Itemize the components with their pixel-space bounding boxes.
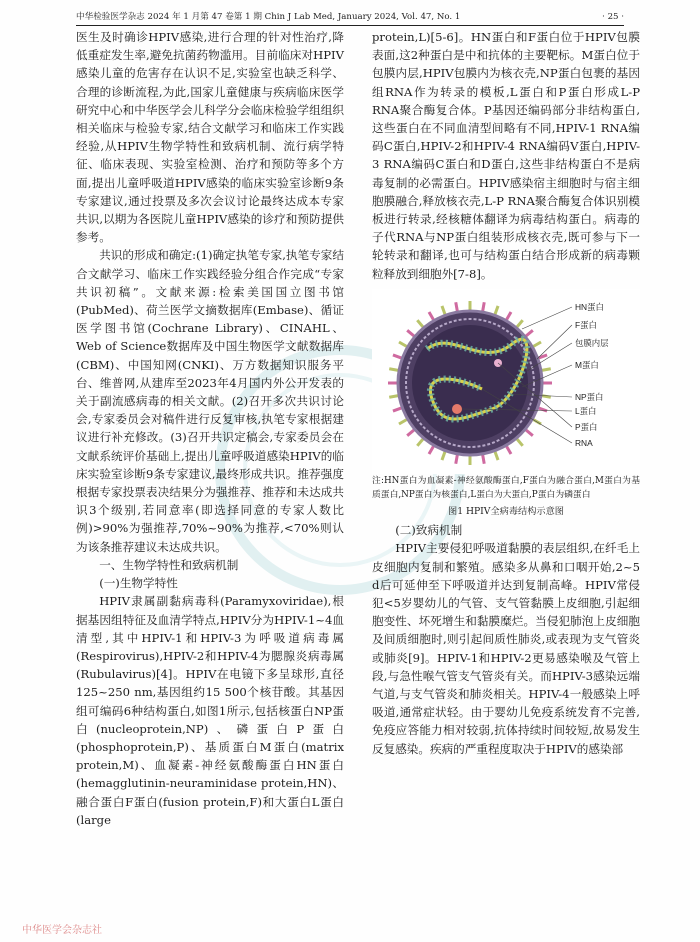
figure-virus-structure [372,289,640,474]
figure-label: P蛋白 [575,421,598,432]
running-header [76,8,624,26]
figure-label: RNA [575,437,593,448]
page-number: · 25 · [602,12,624,22]
figure-label: HN蛋白 [575,301,604,312]
paragraph-pathogenesis: HPIV主要侵犯呼吸道黏膜的表层组织,在纤毛上皮细胞内复制和繁殖。感染多从鼻和口咽开始,2~5 d后可延伸至下呼吸道并达到复制高峰。HPIV常侵犯<5岁婴幼儿的气管、支气管黏膜上皮细胞,引起细胞变性、坏死增生和黏膜糜烂。当侵犯肺泡上皮细胞及间质细胞时,则引起间质性肺炎,或表现为支气管炎或肺炎[9]。HPIV-1和HPIV-2更易感染喉及气管上段,与急性喉气管支气管炎有关。而HPIV-3感染远端气道,与支气管炎和肺炎相关。HPIV-4一般感染上呼吸道,通常症状轻。由于婴幼儿免疫系统发育不完善,免疫应答能力相对较弱,抗体持续时间较短,故易发生反复感染。疾病的严重程度取决于HPIV的感染部 [372,541,640,756]
paragraph-intro: 医生及时确诊HPIV感染,进行合理的针对性治疗,降低重症发生率,避免抗菌药物滥用。目前临床对HPIV感染儿童的危害存在认识不足,实验室也缺乏科学、合理的诊断流程,为此,国家儿童健康与疾病临床医学研究中心和中华医学会儿科学分会临床检验学组组织相关临床与检验专家,结合文献学习和临床工作实践经验,从HPIV生物学特性和致病机制、流行病学特征、临床表现、实验室检测、治疗和预防等多个方面,提出儿童呼吸道HPIV感染的临床实验室诊断9条专家建议,通过投票及多次会议讨论最终达成本专家共识,以期为各医院儿童HPIV感染的诊疗和预防提供参考。 [76,30,344,245]
journal-citation: 中华检验医学杂志 2024 年 1 月第 47 卷第 1 期 Chin J Lab Med, January 2024, Vol. 47, No. 1 [76,12,461,22]
subsection-heading-pathogenesis: (二)致病机制 [395,523,463,538]
paragraph-consensus-method: 共识的形成和确定:(1)确定执笔专家,执笔专家结合文献学习、临床工作实践经验分组合作完成“专家共识初稿”。文献来源:检索美国国立图书馆(PubMed)、荷兰医学文摘数据库(Embase)、循证医学图书馆(Cochrane Library)、CINAHL、Web of Science数据库及中国生物医学文献数据库(CBM)、中国知网(CNKI)、万方数据知识服务平台、维普网,从建库至2023年4月国内外公开发表的关于副流感病毒的相关文献。(2)召开多次共识讨论会,专家委员会对稿件进行反复审核,执笔专家根据建议进行补充修改。(3)召开共识定稿会,专家委员会在文献系统评价基础上,提出儿童呼吸道感染HPIV的临床实验室诊断9条专家建议,最终形成共识。推荐强度根据专家投票表决结果分为强推荐、推荐和未达成共识3个级别,若同意率(即选择同意的专家人数比例)>90%为强推荐,70%~90%为推荐,<70%则认为该条推荐建议未达成共识。 [76,248,344,554]
figure-note: 注:HN蛋白为血凝素-神经氨酸酶蛋白,F蛋白为融合蛋白,M蛋白为基质蛋白,NP蛋白为核蛋白,L蛋白为大蛋白,P蛋白为磷蛋白 [372,475,640,501]
figure-caption: 图1 HPIV全病毒结构示意图 [448,506,564,518]
figure-label: NP蛋白 [575,391,604,402]
right-column [372,28,640,758]
figure-label: L蛋白 [575,405,597,416]
section-heading: 一、生物学特性和致病机制 [99,557,239,572]
virus-diagram [372,289,640,474]
paragraph-biology: HPIV隶属副黏病毒科(Paramyxoviridae),根据基因组特征及血清学特点,HPIV分为HPIV-1~4血清型,其中HPIV-1和HPIV-3为呼吸道病毒属(Respirovirus),HPIV-2和HPIV-4为腮腺炎病毒属(Rubulavirus)[4]。HPIV在电镜下多呈球形,直径125~250 nm,基因组约15 500个核苷酸。其基因组可编码6种结构蛋白,如图1所示,包括核蛋白NP蛋白(nucleoprotein,NP)、磷蛋白P蛋白(phosphoprotein,P)、基质蛋白M蛋白(matrix protein,M)、血凝素-神经氨酸酶蛋白HN蛋白(hemagglutinin-neuraminidase protein,HN)、融合蛋白F蛋白(fusion protein,F)和大蛋白L蛋白(large [76,594,344,827]
left-column [76,28,344,829]
subsection-heading: (一)生物学特性 [99,576,178,591]
l-protein [452,404,462,414]
figure-label: F蛋白 [575,319,597,330]
figure-label: M蛋白 [575,359,599,370]
publisher-logo-text: 中华医学会杂志社 [22,925,102,936]
paragraph-proteins: protein,L)[5-6]。HN蛋白和F蛋白位于HPIV包膜表面,这2种蛋白是中和抗体的主要靶标。M蛋白位于包膜内层,HPIV包膜内为核衣壳,NP蛋白包裹的基因组RNA作为转录的模板,L蛋白和P蛋白形成L-P RNA聚合酶复合体。P基因还编码部分非结构蛋白,这些蛋白在不同血清型间略有不同,HPIV-1 RNA编码C蛋白,HPIV-2和HPIV-4 RNA编码V蛋白,HPIV-3 RNA编码C蛋白和D蛋白,这些非结构蛋白不是病毒复制的必需蛋白。HPIV感染宿主细胞时与宿主细胞膜融合,释放核衣壳,L-P RNA聚合酶复合体识别模板进行转录,经核糖体翻译为病毒结构蛋白。病毒的子代RNA与NP蛋白组装形成核衣壳,既可参与下一轮转录和翻译,也可与结构蛋白结合形成新的病毒颗粒释放到细胞外[7-8]。 [372,30,640,281]
figure-label: 包膜内层 [575,337,609,348]
